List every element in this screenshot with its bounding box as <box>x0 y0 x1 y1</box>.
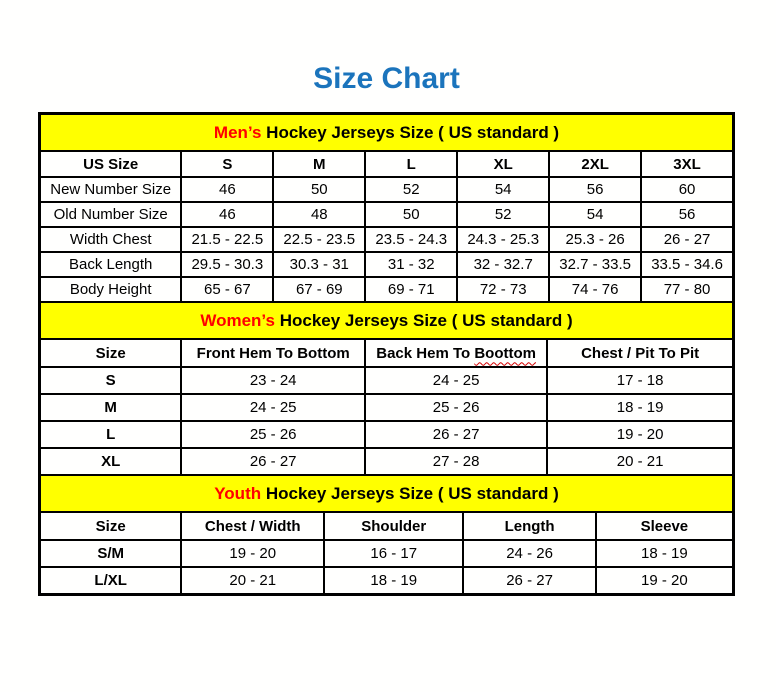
row-label-cell: M <box>40 394 181 421</box>
value-cell: 19 - 20 <box>547 421 733 448</box>
value-cell: 26 - 27 <box>641 227 733 252</box>
youth-title-rest: Hockey Jerseys Size ( US standard ) <box>261 483 559 503</box>
value-cell: 24 - 26 <box>463 540 595 567</box>
column-header-cell: Front Hem To Bottom <box>181 339 365 367</box>
row-label-cell: XL <box>40 448 181 475</box>
column-header-cell: Chest / Width <box>181 512 324 540</box>
value-cell: 25 - 26 <box>181 421 365 448</box>
value-cell: 60 <box>641 177 733 202</box>
row-label-cell: Body Height <box>40 277 181 302</box>
womens-section-header <box>40 302 733 339</box>
column-header-text: Back Hem To <box>376 344 475 362</box>
column-header-cell: Chest / Pit To Pit <box>547 339 733 367</box>
value-cell: 19 - 20 <box>181 540 324 567</box>
column-header-cell: US Size <box>40 151 181 177</box>
value-cell: 24 - 25 <box>181 394 365 421</box>
column-header-cell: Size <box>40 339 181 367</box>
table-row <box>40 421 733 448</box>
mens-title-rest: Hockey Jerseys Size ( US standard ) <box>261 122 560 142</box>
value-cell: 72 - 73 <box>457 277 549 302</box>
table-row <box>40 367 733 394</box>
table-row <box>40 567 733 594</box>
row-label-cell: Width Chest <box>40 227 181 252</box>
value-cell: 54 <box>457 177 549 202</box>
table-row <box>40 448 733 475</box>
value-cell: 32 - 32.7 <box>457 252 549 277</box>
column-header-cell: XL <box>457 151 549 177</box>
value-cell: 30.3 - 31 <box>273 252 365 277</box>
value-cell: 54 <box>549 202 641 227</box>
youth-section-title <box>40 475 733 512</box>
column-header-cell: Length <box>463 512 595 540</box>
row-label-cell: Old Number Size <box>40 202 181 227</box>
column-header-cell: 3XL <box>641 151 733 177</box>
youth-section-header <box>40 475 733 512</box>
row-label-cell: S <box>40 367 181 394</box>
table-row <box>40 202 733 227</box>
youth-column-header-row <box>40 512 733 540</box>
value-cell: 16 - 17 <box>324 540 463 567</box>
value-cell: 25.3 - 26 <box>549 227 641 252</box>
value-cell: 32.7 - 33.5 <box>549 252 641 277</box>
value-cell: 22.5 - 23.5 <box>273 227 365 252</box>
value-cell: 25 - 26 <box>365 394 547 421</box>
value-cell: 48 <box>273 202 365 227</box>
mens-size-table <box>39 113 734 303</box>
misspelled-word-spellcheck-underline: Boottom <box>474 344 536 362</box>
size-chart <box>38 112 735 596</box>
value-cell: 26 - 27 <box>181 448 365 475</box>
value-cell: 26 - 27 <box>365 421 547 448</box>
row-label-cell: New Number Size <box>40 177 181 202</box>
value-cell: 50 <box>365 202 457 227</box>
column-header-cell: Shoulder <box>324 512 463 540</box>
value-cell: 46 <box>181 177 273 202</box>
value-cell: 18 - 19 <box>324 567 463 594</box>
youth-title-highlight: Youth <box>214 483 262 503</box>
column-header-cell <box>365 339 547 367</box>
mens-section-title <box>40 114 733 151</box>
value-cell: 74 - 76 <box>549 277 641 302</box>
row-label-cell: S/M <box>40 540 181 567</box>
value-cell: 18 - 19 <box>596 540 733 567</box>
column-header-cell: S <box>181 151 273 177</box>
value-cell: 33.5 - 34.6 <box>641 252 733 277</box>
row-label-cell: L/XL <box>40 567 181 594</box>
womens-title-rest: Hockey Jerseys Size ( US standard ) <box>274 310 573 330</box>
womens-size-table <box>39 301 734 476</box>
value-cell: 26 - 27 <box>463 567 595 594</box>
value-cell: 27 - 28 <box>365 448 547 475</box>
row-label-cell: L <box>40 421 181 448</box>
value-cell: 23 - 24 <box>181 367 365 394</box>
value-cell: 56 <box>549 177 641 202</box>
value-cell: 77 - 80 <box>641 277 733 302</box>
womens-title-highlight: Women’s <box>200 310 275 330</box>
mens-title-highlight: Men’s <box>213 122 262 142</box>
column-header-cell: 2XL <box>549 151 641 177</box>
table-row <box>40 277 733 302</box>
value-cell: 18 - 19 <box>547 394 733 421</box>
mens-section-header <box>40 114 733 151</box>
value-cell: 31 - 32 <box>365 252 457 277</box>
table-row <box>40 227 733 252</box>
value-cell: 19 - 20 <box>596 567 733 594</box>
value-cell: 56 <box>641 202 733 227</box>
value-cell: 69 - 71 <box>365 277 457 302</box>
table-row <box>40 177 733 202</box>
table-row <box>40 540 733 567</box>
value-cell: 67 - 69 <box>273 277 365 302</box>
womens-section-title <box>40 302 733 339</box>
value-cell: 24.3 - 25.3 <box>457 227 549 252</box>
womens-column-header-row <box>40 339 733 367</box>
youth-size-table <box>39 474 734 595</box>
table-row <box>40 252 733 277</box>
value-cell: 65 - 67 <box>181 277 273 302</box>
value-cell: 23.5 - 24.3 <box>365 227 457 252</box>
mens-column-header-row <box>40 151 733 177</box>
table-row <box>40 394 733 421</box>
value-cell: 46 <box>181 202 273 227</box>
value-cell: 21.5 - 22.5 <box>181 227 273 252</box>
column-header-cell: Sleeve <box>596 512 733 540</box>
value-cell: 52 <box>365 177 457 202</box>
column-header-cell: M <box>273 151 365 177</box>
value-cell: 20 - 21 <box>181 567 324 594</box>
value-cell: 20 - 21 <box>547 448 733 475</box>
page-title: Size Chart <box>313 62 460 95</box>
value-cell: 17 - 18 <box>547 367 733 394</box>
value-cell: 24 - 25 <box>365 367 547 394</box>
row-label-cell: Back Length <box>40 252 181 277</box>
column-header-cell: Size <box>40 512 181 540</box>
value-cell: 52 <box>457 202 549 227</box>
value-cell: 29.5 - 30.3 <box>181 252 273 277</box>
column-header-cell: L <box>365 151 457 177</box>
value-cell: 50 <box>273 177 365 202</box>
